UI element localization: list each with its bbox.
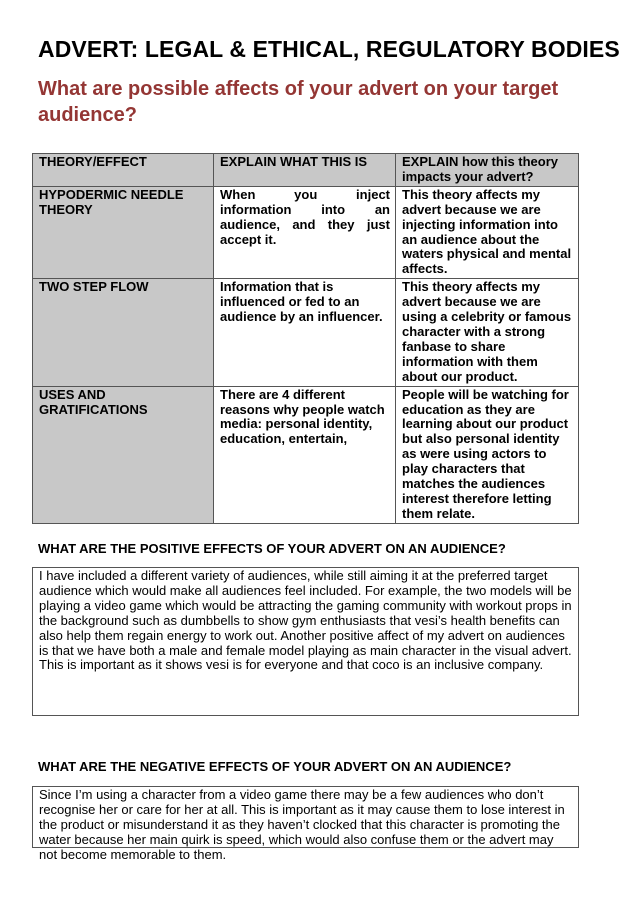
theory-cell: HYPODERMIC NEEDLE THEORY (33, 186, 214, 278)
positive-effects-heading: WHAT ARE THE POSITIVE EFFECTS OF YOUR ADVERT ON AN AUDIENCE? (38, 541, 506, 556)
theory-cell: TWO STEP FLOW (33, 279, 214, 386)
positive-effects-answer[interactable]: I have included a different variety of audiences, while still aiming it at the preferred target audience which would make all audiences feel included. For example, the two models will be playing a video game which would be attracting the gaming community with workout props in the background such as dumbbells to show gym enthusiasts that vesi’s health benefits can also help them regain energy to work out. Another positive affect of my advert on audiences is that we have both a male and female model playing as main character in the visual advert. This is important as it shows vesi is for everyone and that coco is an inclusive company. (32, 567, 579, 716)
header-theory-effect: THEORY/EFFECT (33, 154, 214, 187)
impact-cell: This theory affects my advert because we are using a celebrity or famous character with a strong fanbase to share information with them about our product. (396, 279, 579, 386)
header-explain: EXPLAIN WHAT THIS IS (214, 154, 396, 187)
table-row (33, 279, 579, 386)
explain-cell: Information that is influenced or fed to an audience by an influencer. (214, 279, 396, 386)
theory-table (32, 153, 579, 524)
page-subtitle: What are possible affects of your advert on your target audience? (38, 78, 559, 126)
explain-cell: When you inject information into an audience, and they just accept it. (214, 186, 396, 278)
explain-cell: There are 4 different reasons why people watch media: personal identity, education, entertain, (214, 386, 396, 523)
table-row (33, 386, 579, 523)
impact-cell: People will be watching for education as they are learning about our product but also personal identity as were using actors to play characters that matches the audiences interest therefore letting them relate. (396, 386, 579, 523)
page-title: ADVERT: LEGAL & ETHICAL, REGULATORY BODIES (38, 36, 620, 62)
table-header-row (33, 154, 579, 187)
impact-cell: This theory affects my advert because we are injecting information into an audience about the waters physical and mental affects. (396, 186, 579, 278)
negative-effects-answer[interactable]: Since I’m using a character from a video game there may be a few audiences who don’t recognise her or care for her at all. This is important as it may cause them to lose interest in the product or misunderstand it as they haven’t clocked that this character is promoting the water because her main quirk is speed, which would also confuse them or the advert may not become memorable to them. (32, 786, 579, 848)
negative-effects-heading: WHAT ARE THE NEGATIVE EFFECTS OF YOUR ADVERT ON AN AUDIENCE? (38, 759, 512, 774)
header-impact: EXPLAIN how this theory impacts your advert? (396, 154, 579, 187)
theory-cell: USES AND GRATIFICATIONS (33, 386, 214, 523)
table-row (33, 186, 579, 278)
